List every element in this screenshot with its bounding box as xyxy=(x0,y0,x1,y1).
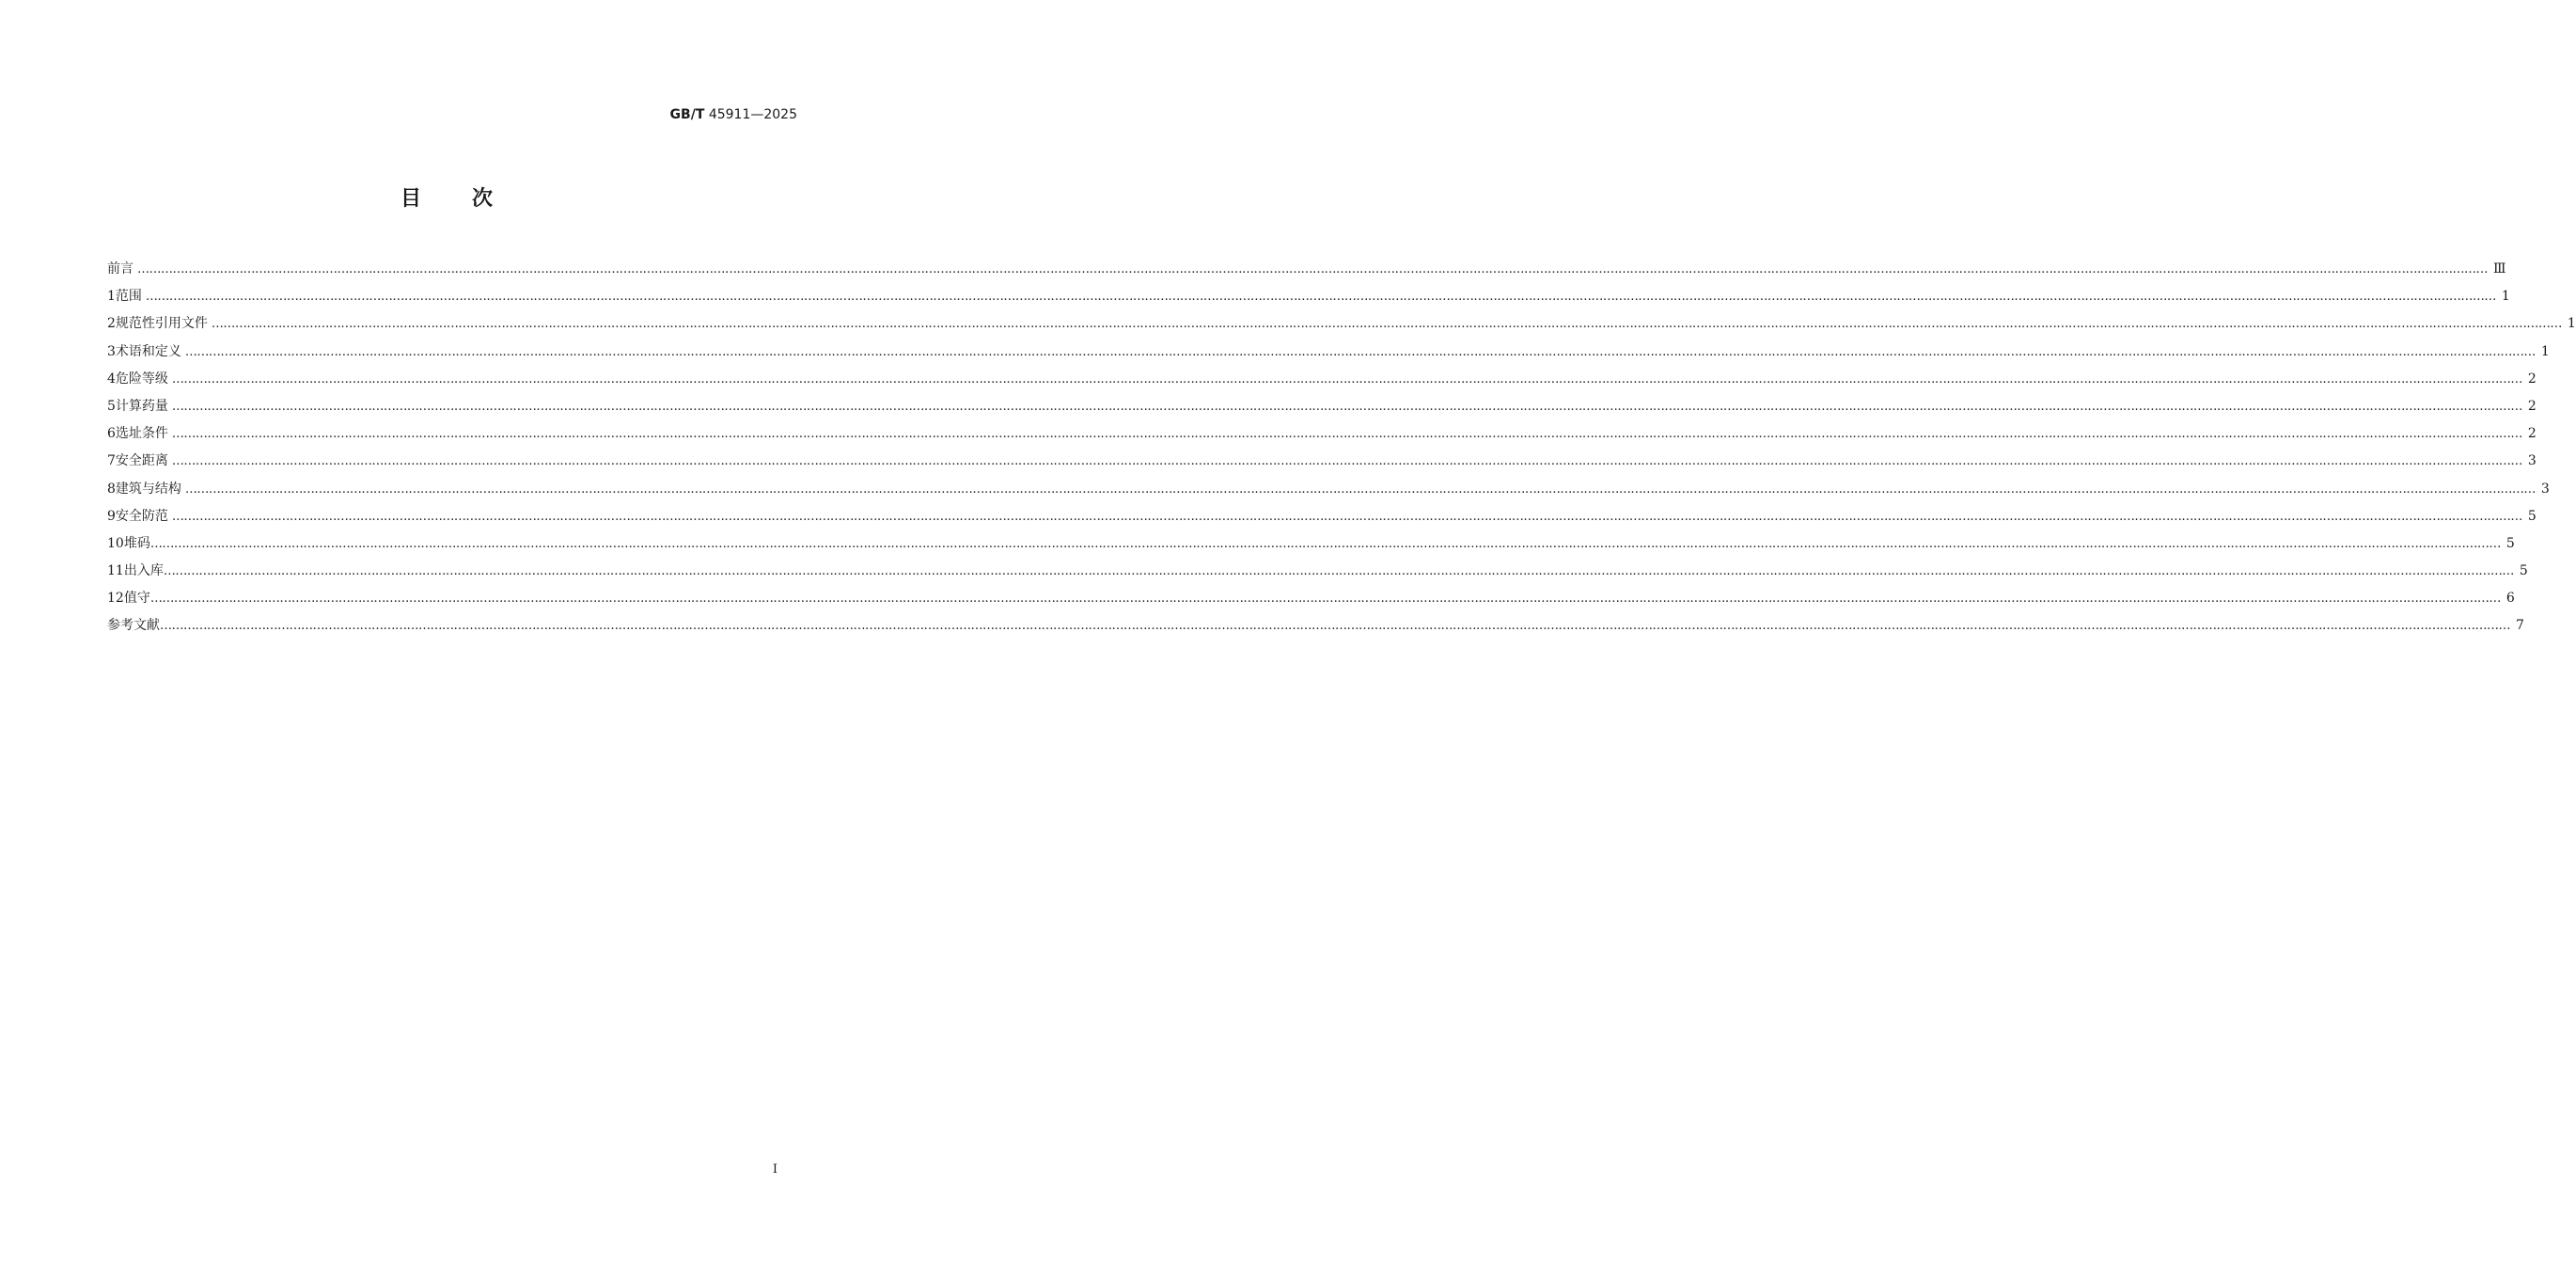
toc-entry-title: 建筑与结构 xyxy=(115,481,181,497)
toc-dot-leader: …………………………………………………………………………………………………………………………………………………………………………………………………………………………………………………………………………………………………………………………………………………………………………………………………………………………………………………………………………………………………………………………………………………… xyxy=(149,592,2501,607)
toc-entry-title: 规范性引用文件 xyxy=(115,316,208,332)
standard-code xyxy=(670,107,797,122)
toc-entry-page: 3 xyxy=(2540,481,2550,497)
toc-dot-leader: …………………………………………………………………………………………………………………………………………………………………………………………………………………………………………………………………………………………………………………………………………………………………………………………………………………………………………………………………………………………………………………………………………………… xyxy=(171,371,2522,387)
toc-entry-number: 11 xyxy=(107,563,124,579)
toc-entry-title: 安全距离 xyxy=(115,453,168,469)
toc-entry-title: 计算药量 xyxy=(115,398,168,414)
toc-entry-title: 参考文献 xyxy=(107,618,160,634)
standard-prefix: GB/T xyxy=(669,107,705,122)
toc-entry[interactable] xyxy=(107,393,2537,420)
toc-entry-number: 10 xyxy=(107,535,124,551)
toc-dot-leader: …………………………………………………………………………………………………………………………………………………………………………………………………………………………………………………………………………………………………………………………………………………………………………………………………………………………………………………………………………………………………………………………………………………… xyxy=(171,399,2522,414)
toc-entry-page: 5 xyxy=(2527,508,2537,524)
toc-entry[interactable] xyxy=(107,420,2537,448)
toc-dot-leader: …………………………………………………………………………………………………………………………………………………………………………………………………………………………………………………………………………………………………………………………………………………………………………………………………………………………………………………………………………………………………………………………………………………… xyxy=(171,454,2522,469)
toc-entry-title: 危险等级 xyxy=(115,371,168,387)
toc-entry-page: 2 xyxy=(2527,371,2537,387)
toc-entry-number: 8 xyxy=(107,481,116,497)
page-title xyxy=(0,182,893,212)
toc-entry[interactable] xyxy=(107,366,2537,393)
table-of-contents xyxy=(107,256,2576,640)
toc-entry[interactable] xyxy=(107,476,2550,503)
toc-entry-number: 12 xyxy=(107,591,124,607)
toc-entry-page: 6 xyxy=(2505,591,2515,607)
toc-entry-number: 1 xyxy=(107,289,116,305)
toc-dot-leader: …………………………………………………………………………………………………………………………………………………………………………………………………………………………………………………………………………………………………………………………………………………………………………………………………………………………………………………………………………………………………………………………………………………… xyxy=(171,427,2522,442)
toc-entry-page: 5 xyxy=(2505,535,2515,551)
toc-entry-number: 7 xyxy=(107,453,116,469)
toc-entry-title: 堆码 xyxy=(123,535,150,551)
toc-entry-title: 术语和定义 xyxy=(115,343,181,359)
toc-entry[interactable] xyxy=(107,585,2515,612)
toc-entry-title: 值守 xyxy=(123,591,150,607)
toc-entry-title: 前言 xyxy=(107,261,134,276)
toc-entry-number: 5 xyxy=(107,398,116,414)
toc-entry-page: 2 xyxy=(2527,426,2537,442)
toc-entry-page: Ⅲ xyxy=(2493,261,2506,276)
toc-dot-leader: …………………………………………………………………………………………………………………………………………………………………………………………………………………………………………………………………………………………………………………………………………………………………………………………………………………………………………………………………………………………………………………………………………………… xyxy=(137,262,2488,276)
toc-dot-leader: …………………………………………………………………………………………………………………………………………………………………………………………………………………………………………………………………………………………………………………………………………………………………………………………………………………………………………………………………………………………………………………………………………………… xyxy=(171,509,2522,524)
toc-entry[interactable] xyxy=(107,503,2537,530)
standard-number: 45911—2025 xyxy=(708,107,797,122)
toc-dot-leader: …………………………………………………………………………………………………………………………………………………………………………………………………………………………………………………………………………………………………………………………………………………………………………………………………………………………………………………………………………………………………………………………………………………… xyxy=(184,344,2536,359)
toc-dot-leader: …………………………………………………………………………………………………………………………………………………………………………………………………………………………………………………………………………………………………………………………………………………………………………………………………………………………………………………………………………………………………………………………………………………… xyxy=(160,619,2510,634)
toc-dot-leader: …………………………………………………………………………………………………………………………………………………………………………………………………………………………………………………………………………………………………………………………………………………………………………………………………………………………………………………………………………………………………………………………………………………… xyxy=(211,317,2562,332)
toc-entry-number: 4 xyxy=(107,371,116,387)
toc-dot-leader: …………………………………………………………………………………………………………………………………………………………………………………………………………………………………………………………………………………………………………………………………………………………………………………………………………………………………………………………………………………………………………………………………………………… xyxy=(184,482,2536,497)
toc-entry-page: 1 xyxy=(2567,316,2576,332)
toc-entry[interactable] xyxy=(107,256,2506,283)
toc-entry-title: 范围 xyxy=(115,289,142,305)
toc-entry-title: 出入库 xyxy=(123,563,164,579)
toc-entry-page: 3 xyxy=(2527,453,2537,469)
title-char-1: 目 xyxy=(400,187,421,211)
toc-entry-number: 9 xyxy=(107,508,116,524)
toc-entry-page: 2 xyxy=(2527,398,2537,414)
toc-entry[interactable] xyxy=(107,283,2510,310)
toc-entry[interactable] xyxy=(107,310,2576,338)
toc-dot-leader: …………………………………………………………………………………………………………………………………………………………………………………………………………………………………………………………………………………………………………………………………………………………………………………………………………………………………………………………………………………………………………………………………………………… xyxy=(163,564,2514,579)
toc-dot-leader: …………………………………………………………………………………………………………………………………………………………………………………………………………………………………………………………………………………………………………………………………………………………………………………………………………………………………………………………………………………………………………………………………………………… xyxy=(145,290,2496,305)
title-char-2: 次 xyxy=(472,187,494,211)
toc-entry[interactable] xyxy=(107,339,2550,366)
toc-entry[interactable] xyxy=(107,530,2515,558)
toc-entry-title: 安全防范 xyxy=(115,508,168,524)
toc-entry[interactable] xyxy=(107,558,2528,585)
toc-entry-number: 6 xyxy=(107,426,116,442)
toc-entry-page: 1 xyxy=(2540,343,2550,359)
toc-entry[interactable] xyxy=(107,448,2537,475)
toc-dot-leader: …………………………………………………………………………………………………………………………………………………………………………………………………………………………………………………………………………………………………………………………………………………………………………………………………………………………………………………………………………………………………………………………………………………… xyxy=(149,536,2501,551)
page-number: I xyxy=(772,1162,778,1177)
toc-entry-title: 选址条件 xyxy=(115,426,168,442)
toc-entry-page: 7 xyxy=(2516,618,2524,634)
toc-entry-number: 3 xyxy=(107,343,116,359)
toc-entry-page: 1 xyxy=(2501,289,2510,305)
toc-entry-number: 2 xyxy=(107,316,116,332)
toc-entry[interactable] xyxy=(107,612,2524,640)
toc-entry-page: 5 xyxy=(2519,563,2528,579)
